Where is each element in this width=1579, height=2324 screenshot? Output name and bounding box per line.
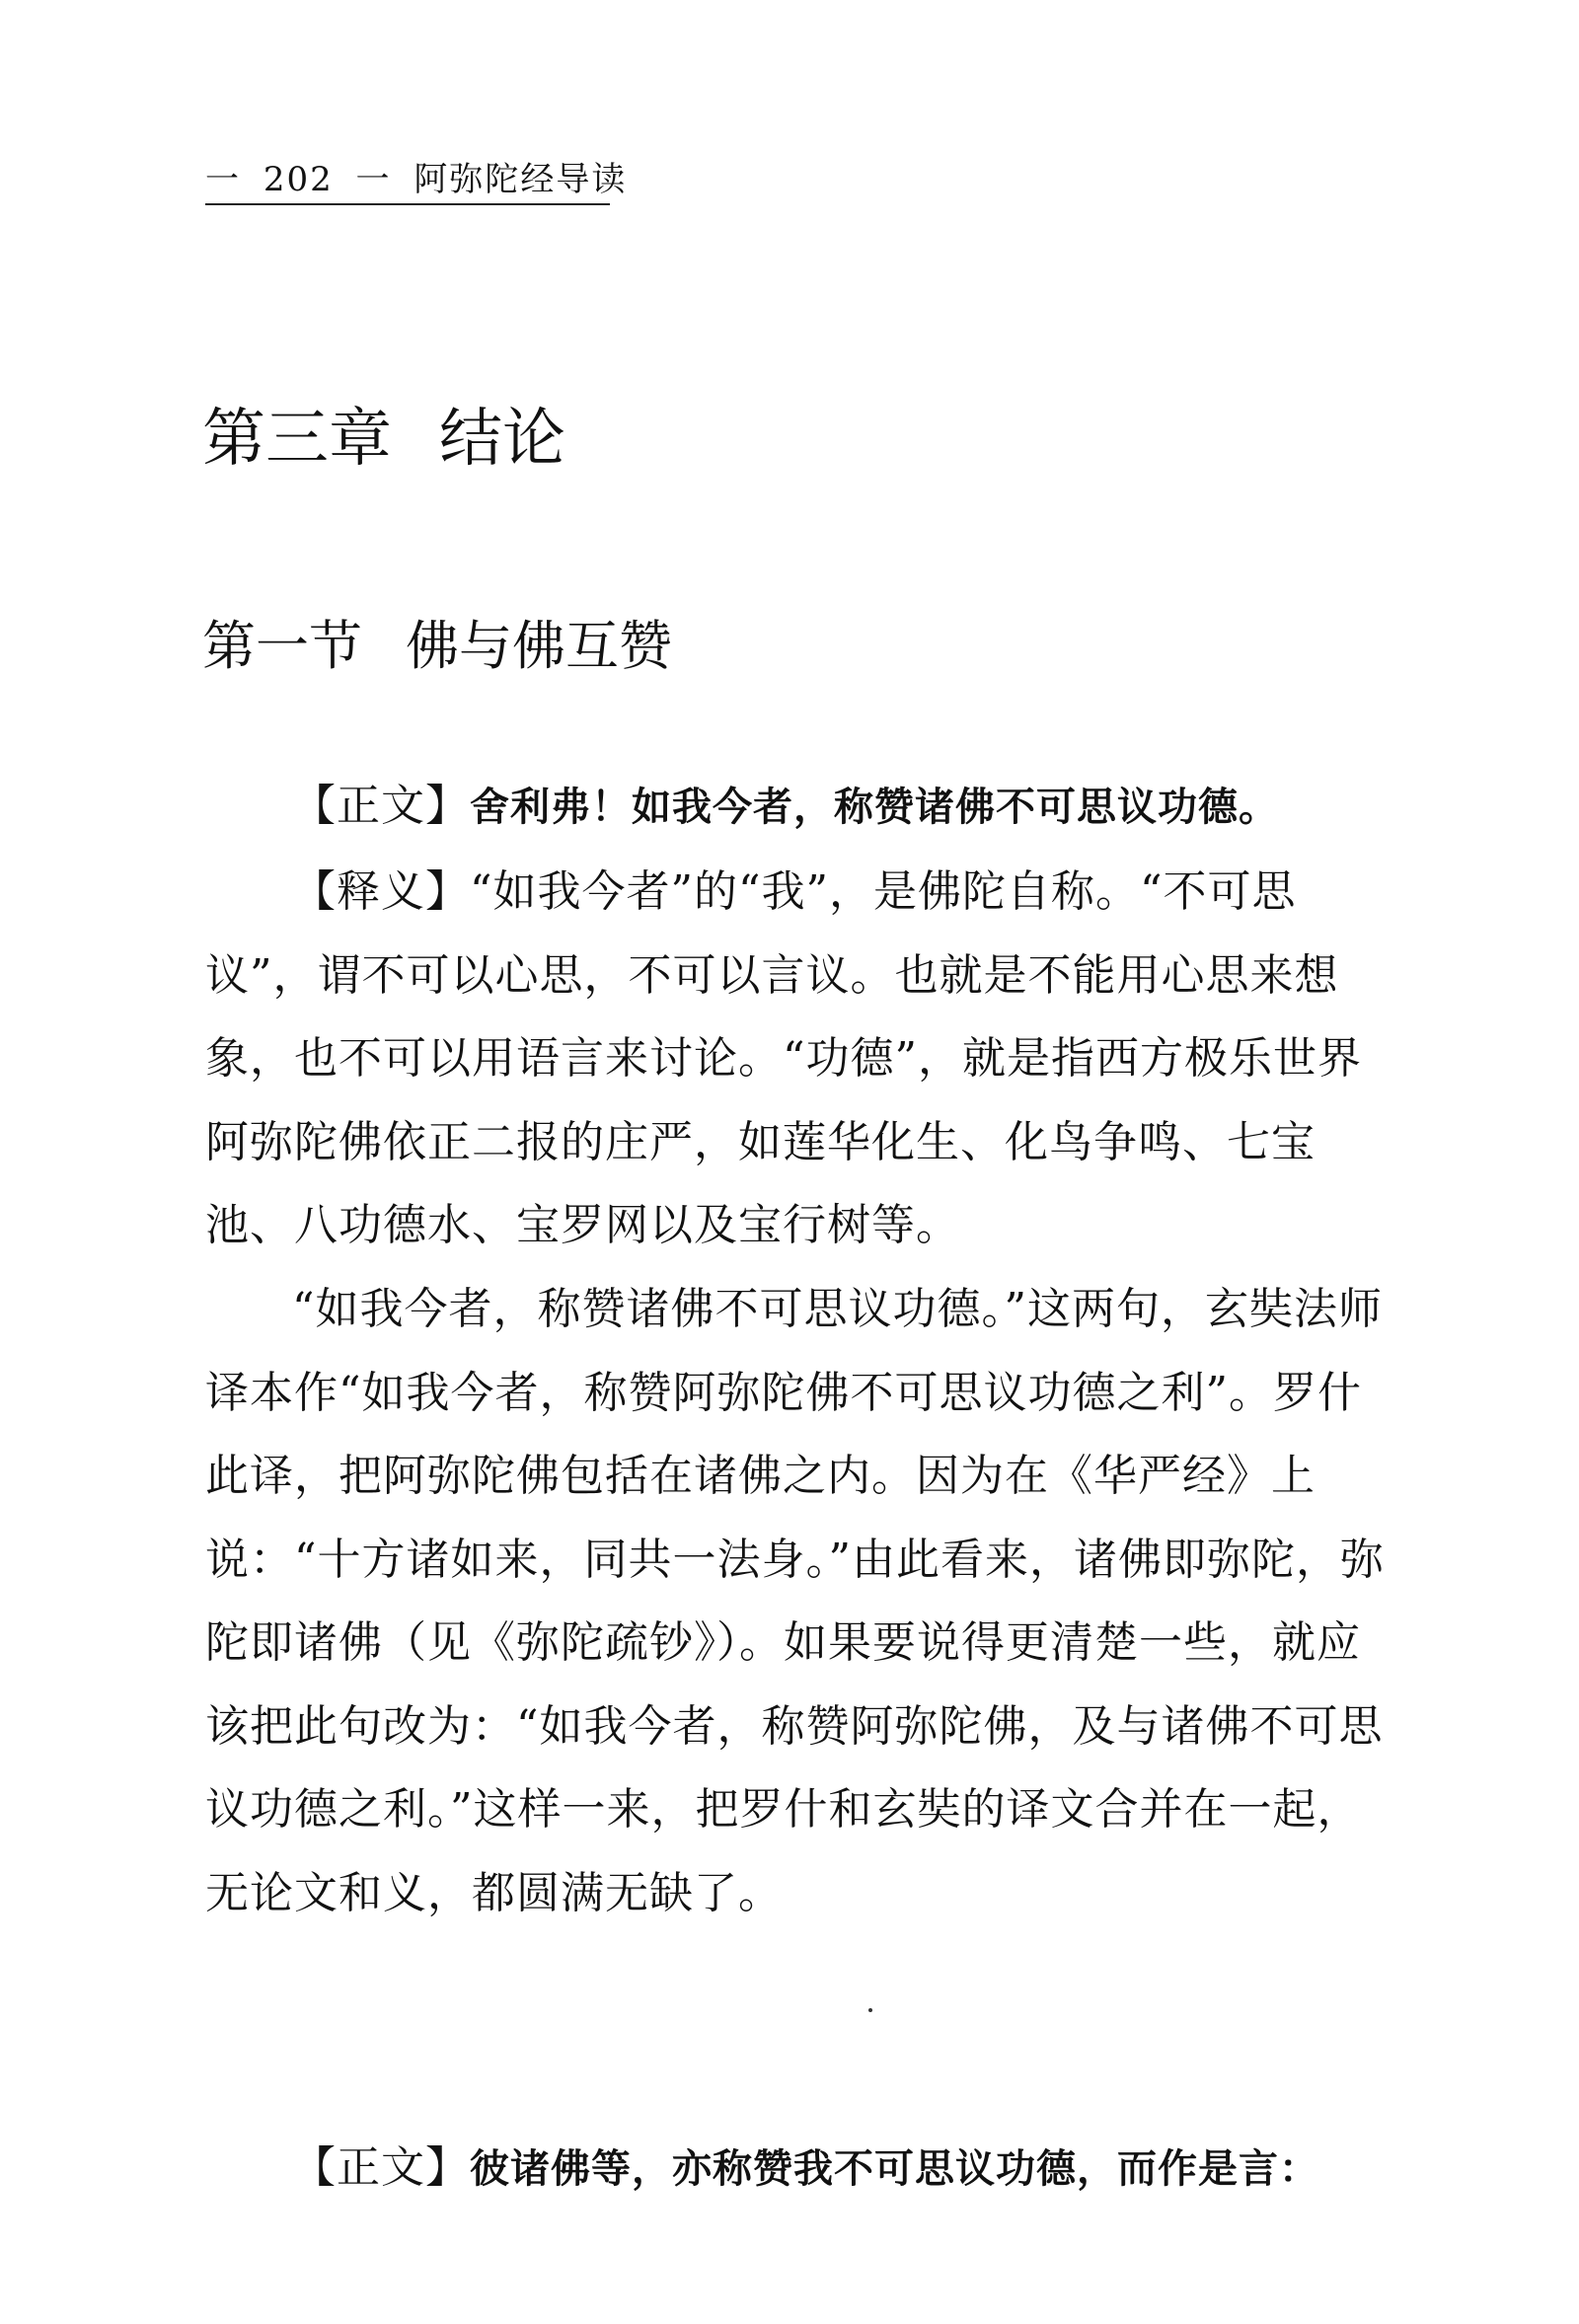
scripture-text: 舍利弗！如我今者，称赞诸佛不可思议功德。 (470, 785, 1279, 830)
section-number: 第一节 (202, 615, 362, 677)
commentary-text: “如我今者，称赞诸佛不可思议功德。”这两句，玄奘法师译本作“如我今者，称赞阿弥陀佛不可思议功德之利”。罗什此译，把阿弥陀佛包括在诸佛之内。因为在《华严经》上说：“十方诸如来，同共一法身。”由此看来，诸佛即弥陀，弥陀即诸佛（见《弥陀疏钞》）。如果要说得更清楚一些，就应该把此句改为：“如我今者，称赞阿弥陀佛，及与诸佛不可思议功德之利。”这样一来，把罗什和玄奘的译文合并在一起，无论文和义，都圆满无缺了。 (205, 1284, 1385, 1918)
commentary-paragraph (205, 1268, 1394, 1935)
chapter-title (202, 400, 565, 479)
scripture-passage-2 (205, 2127, 1394, 2212)
scripture-text: 彼诸佛等，亦称赞我不可思议功德，而作是言： (470, 2146, 1319, 2192)
book-title: 阿弥陀经导读 (414, 160, 628, 199)
header-dash-left: 一 (205, 160, 241, 199)
explanation-tag: 【释义】 (292, 866, 470, 917)
scripture-tag: 【正文】 (292, 2142, 470, 2193)
section-name: 佛与佛互赞 (406, 615, 672, 677)
header-dash-right: 一 (355, 160, 392, 199)
running-header (205, 158, 628, 201)
explanation-paragraph (205, 851, 1394, 1268)
chapter-name: 结论 (439, 403, 565, 476)
stray-dot (868, 2008, 872, 2012)
explanation-text: “如我今者”的“我”，是佛陀自称。“不可思议”，谓不可以心思，不可以言议。也就是不能用心思来想象，也不可以用语言来讨论。“功德”，就是指西方极乐世界阿弥陀佛依正二报的庄严，如莲华化生、化鸟争鸣、七宝池、八功德水、宝罗网以及宝行树等。 (205, 866, 1362, 1250)
header-rule (205, 203, 610, 205)
page-number: 202 (263, 160, 334, 199)
scripture-passage-1 (205, 765, 1394, 850)
section-title (202, 612, 672, 681)
chapter-number: 第三章 (202, 403, 392, 476)
scripture-tag: 【正文】 (292, 781, 470, 831)
